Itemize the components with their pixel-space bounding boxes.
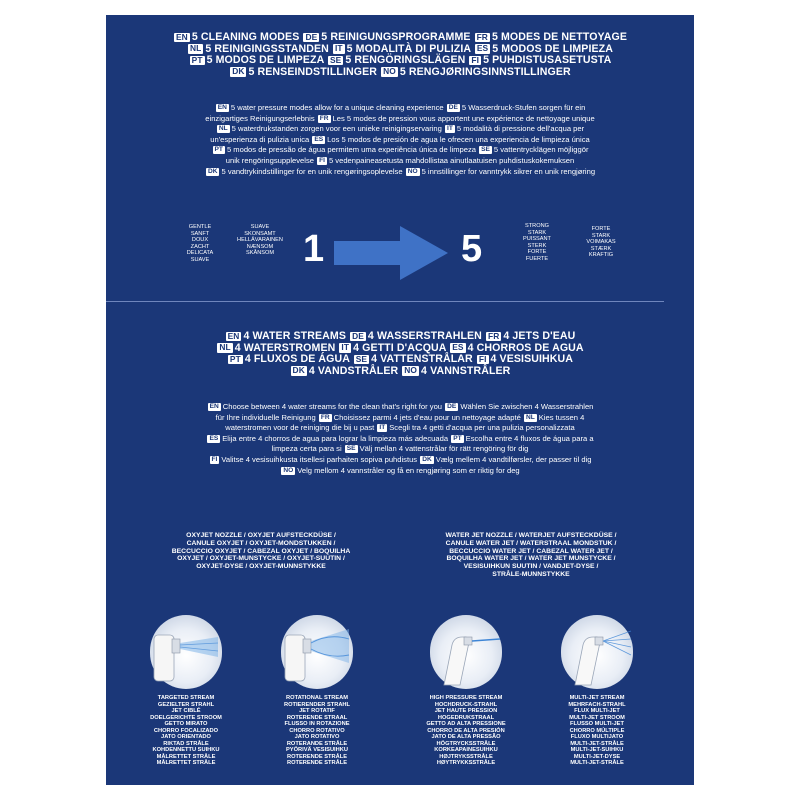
stream-label: KOHDENNETTU SUIHKU [152, 747, 220, 753]
language-code-badge: DK [232, 66, 245, 77]
stream-label: GETTO MIRATO [164, 721, 208, 727]
stream-label: MÅLRETTET STRÅLE [156, 760, 216, 766]
stream-label: ROTATIONAL STREAM [286, 695, 348, 701]
water-streams-description [106, 402, 694, 476]
language-code-badge: PT [191, 54, 203, 65]
modes-body-text: 5 vedenpaineasetusta mahdollistaa ainutlaatuisen puhdistuskokemuksen [328, 155, 575, 165]
modes-body-line [106, 145, 694, 156]
stream-label: CHORRO FOCALIZADO [153, 727, 219, 734]
language-code-badge: DK [207, 167, 218, 175]
modes-body-line [106, 103, 694, 114]
language-code-badge: NO [383, 66, 396, 77]
stream-label: ROTERENDE STRAAL [286, 714, 348, 721]
stream-label: HOGEDRUKSTRAAL [437, 714, 495, 721]
gentle-labels-column-1 [170, 224, 230, 264]
modes-heading-text: 5 REINIGUNGSPROGRAMME [321, 31, 474, 43]
stream-label: JET HAUTE PRESSION [434, 708, 498, 714]
modes-heading-text: 5 MODOS DE LIMPEZA [206, 54, 327, 67]
strong-label: STARK [591, 232, 611, 239]
strong-labels-column-2 [572, 226, 630, 259]
stream-label: MEHRFACH-STRAHL [568, 701, 626, 708]
language-code-badge: FR [476, 31, 488, 42]
rotational-stream-image [281, 615, 353, 689]
arrow-right-icon [334, 226, 448, 280]
language-code-badge: SE [329, 54, 342, 65]
stream-label: FLUX MULTI-JET [574, 708, 620, 714]
multi-jet-stream-image [561, 615, 633, 689]
streams-heading-text: 4 WATER STREAMS [243, 330, 350, 342]
stream-label: MULTI-JET-DYSE [573, 753, 621, 760]
modes-body-line [106, 135, 694, 146]
language-code-badge: NL [218, 125, 228, 133]
strong-labels-column-1 [510, 223, 564, 263]
stream-label: ROTERENDE STRÅLE [286, 760, 348, 766]
nozzle-title-line: CANULE OXYJET / OXYJET-MONDSTUKKEN / [186, 539, 336, 547]
gentle-label: NÆNSOM [246, 243, 274, 250]
language-code-badge: ES [209, 434, 219, 442]
language-code-badge: FR [487, 330, 500, 341]
nozzle-title-line: WATER JET NOZZLE / WATERJET AUFSTECKDÜSE / [445, 532, 617, 539]
streams-heading-text: 4 FLUXOS DE ÁGUA [244, 353, 353, 366]
stream-label: ROTERANDE STRÅLE [286, 740, 348, 747]
nozzle-title-line: BECCUCCIO OXYJET / CABEZAL OXYJET / BOQUILHA [171, 547, 351, 555]
modes-body-text: unik rengöringsupplevelse [225, 155, 317, 165]
stream-label: FLUXO MULTIJATO [570, 734, 624, 740]
language-code-badge: IT [334, 43, 343, 54]
strong-label: VOIMAKAS [586, 239, 616, 246]
stream-label: CHORRO MÚLTIPLE [569, 727, 625, 734]
streams-heading-text: 4 VANNSTRÅLER [421, 364, 511, 377]
waterjet-nozzle-title [406, 532, 656, 579]
targeted-stream-labels [120, 695, 252, 767]
targeted-stream-image [150, 615, 222, 689]
streams-body-text: Escolha entre 4 fluxos de água para a [465, 433, 594, 443]
modes-body-text: einzigartiges Reinigungserlebnis [205, 113, 317, 123]
stream-label: PYÖRIVÄ VESISUIHKU [286, 747, 348, 753]
nozzle-title-line: CANULE WATER JET / WATERSTRAAL MONDSTUK / [445, 539, 617, 547]
nozzle-title-line: BECCUCCIO WATER JET / CABEZAL WATER JET / [449, 547, 613, 555]
language-code-badge: FI [319, 156, 325, 164]
streams-body-text: Choisissez parmi 4 jets d'eau pour un nettoyage adapté [333, 412, 523, 422]
packaging-panel [106, 15, 694, 785]
streams-body-text: Vælg mellem 4 vandtilførsler, der passer til dig [435, 454, 592, 464]
gentle-label: DELICATA [186, 250, 214, 257]
streams-body-text: Scegli tra 4 getti d'acqua per una pulizia personalizzata [389, 423, 575, 433]
stream-label: JET ROTATIF [299, 708, 335, 714]
gentle-labels-column-2 [229, 224, 291, 257]
modes-body-text: 5 waterdrukstanden zorgen voor een unieke reinigingservaring [231, 124, 444, 134]
stream-label: KORKEAPAINESUIHKU [434, 747, 498, 753]
language-code-badge: DE [448, 104, 458, 111]
streams-body-line [106, 402, 694, 413]
high-pressure-stream-image [430, 615, 502, 689]
language-code-badge: PT [229, 353, 241, 364]
modes-body-text: 5 innstillinger for vanntrykk sikrer en unik rengjøring [421, 166, 596, 176]
language-code-badge: FI [471, 54, 480, 65]
language-code-badge: FR [320, 413, 330, 421]
multi-jet-stream-labels [531, 695, 663, 767]
strong-label: PUISSANT [523, 236, 551, 243]
stream-label: MULTI-JET-SUIHKU [570, 747, 624, 753]
stream-label: MULTI-JET STROOM [569, 714, 625, 721]
stream-label: JATO ROTATIVO [294, 734, 340, 740]
modes-heading-text: 5 RENGÖRINGSLÄGEN [345, 54, 469, 67]
language-code-badge: EN [227, 330, 240, 341]
strong-label: STERK [527, 242, 547, 249]
streams-body-text: Choose between 4 water streams for the clean that's right for you [222, 402, 445, 411]
modes-body-line [106, 167, 694, 178]
streams-body-line [106, 434, 694, 445]
stream-label: MULTI-JET-STRÅLE [570, 740, 624, 747]
modes-body-text: un'esperienza di pulizia unica [210, 134, 312, 144]
language-code-badge: EN [209, 403, 219, 410]
modes-heading-text: 5 RENGJØRINGSINNSTILLINGER [399, 65, 571, 78]
streams-heading-text: 4 VATTENSTRÅLAR [371, 353, 476, 366]
stream-label: FLUSSO IN ROTAZIONE [284, 721, 350, 727]
stream-label: HÖGTRYCKSSTRÅLE [436, 740, 496, 747]
high-pressure-stream-labels [400, 695, 532, 767]
streams-heading-text: 4 GETTI D'ACQUA [353, 341, 450, 354]
language-code-badge: NO [283, 466, 294, 474]
strong-label: KRAFTIG [588, 252, 614, 259]
stream-label: MÅLRETTET STRÅLE [156, 753, 216, 760]
streams-body-line [106, 413, 694, 424]
streams-heading-line [106, 366, 694, 378]
modes-body-line [106, 114, 694, 125]
stream-label: GETTO AD ALTA PRESSIONE [426, 721, 506, 727]
stream-label: JET CIBLÉ [171, 708, 201, 714]
rotational-stream-labels [251, 695, 383, 767]
strong-label: FUERTE [525, 255, 549, 262]
stream-label: JATO DE ALTA PRESSÃO [431, 734, 501, 740]
stream-label: TARGETED STREAM [157, 695, 215, 701]
streams-body-line [106, 466, 694, 477]
stream-label: FLUSSO MULTI-JET [570, 721, 624, 727]
strong-label: STARK [527, 229, 547, 236]
language-code-badge: DK [292, 365, 305, 376]
stream-label: JATO ORIENTADO [161, 734, 211, 740]
modes-body-line [106, 156, 694, 167]
strong-label: STÆRK [590, 245, 612, 252]
language-code-badge: DE [352, 330, 364, 341]
modes-heading-text: 5 MODES DE NETTOYAGE [491, 31, 627, 43]
streams-heading-text: 4 WATERSTROMEN [234, 341, 339, 354]
nozzle-title-line: OXYJET NOZZLE / OXYJET AUFSTECKDÜSE / [186, 532, 336, 539]
language-code-badge: NL [190, 43, 202, 54]
stream-label: CHORRO DE ALTA PRESIÓN [427, 727, 505, 734]
gentle-label: SANFT [190, 230, 210, 237]
streams-body-text: Velg mellom 4 vannstråler og få en rengjøring som er riktig for deg [297, 465, 520, 475]
stream-label: HOCHDRUCK-STRAHL [434, 701, 498, 708]
modes-heading-text: 5 PUHDISTUSASETUSTA [483, 54, 612, 67]
language-code-badge: IT [447, 125, 453, 133]
streams-heading-text: 4 VANDSTRÅLER [308, 364, 402, 377]
stream-label: MULTI-JET STREAM [569, 695, 625, 701]
nozzle-title-line: STRÅLE-MUNNSTYKKE [492, 570, 570, 578]
gentle-label: DOUX [191, 237, 209, 244]
modes-body-text: 5 Wasserdruck-Stufen sorgen für ein [461, 103, 586, 112]
language-code-badge: FR [319, 114, 329, 122]
nozzle-title-line: VESISUIHKUN SUUTIN / VANDJET-DYSE / [463, 563, 599, 571]
streams-body-text: waterstromen voor de reiniging die bij u past [225, 423, 377, 433]
modes-heading-text: 5 CLEANING MODES [191, 31, 303, 43]
gentle-label: SUAVE [190, 256, 210, 263]
modes-heading-text: 5 RENSEINDSTILLINGER [248, 65, 381, 78]
nozzle-title-line: BOQUILHA WATER JET / WATER JET MUNSTYCKE / [446, 555, 616, 563]
streams-body-text: Valitse 4 vesisuihkusta itsellesi parhaiten sopiva puhdistus [221, 454, 420, 464]
language-code-badge: EN [176, 31, 188, 42]
streams-heading-text: 4 CHORROS DE AGUA [467, 341, 584, 354]
stream-label: DOELGERICHTE STROOM [150, 714, 222, 721]
language-code-badge: NL [219, 342, 231, 353]
stream-label: HØYTRYKKSSTRÅLE [436, 760, 496, 766]
streams-body-text: Wählen Sie zwischen 4 Wasserstrahlen [460, 402, 594, 411]
nozzle-title-line: OXYJET-DYSE / OXYJET-MUNNSTYKKE [196, 563, 326, 571]
language-code-badge: IT [341, 342, 350, 353]
language-code-badge: IT [379, 424, 386, 432]
language-code-badge: ES [314, 135, 324, 143]
mode-level-high: 5 [461, 228, 483, 270]
modes-body-text: Les 5 modes de pression vous apportent une expérience de nettoyage unique [332, 113, 595, 123]
language-code-badge: NL [525, 413, 535, 421]
streams-heading-text: 4 VESISUIHKUA [490, 353, 574, 366]
stream-label: HØJTRYKSSTRÅLE [439, 753, 493, 760]
modes-heading-line [106, 67, 694, 79]
language-code-badge: SE [481, 146, 490, 154]
streams-heading-text: 4 JETS D'EAU [503, 330, 576, 342]
modes-body-text: 5 modalità di pressione dell'acqua per [456, 124, 585, 134]
language-code-badge: FI [478, 353, 487, 364]
nozzle-title-line: OXYJET / OXYJET-MUNSTYCKE / OXYJET-SUUTIN / [177, 555, 345, 563]
streams-body-text: Elija entre 4 chorros de agua para lograr la limpieza más adecuada [222, 433, 451, 443]
modes-body-text: 5 vandtrykindstillinger for en unik rengøringsoplevelse [221, 166, 405, 176]
gentle-label: SUAVE [250, 224, 270, 230]
language-code-badge: DE [305, 31, 318, 42]
modes-body-text: 5 modos de pressão de água permitem uma experiência única de limpeza [226, 145, 479, 155]
strong-label: FORTE [527, 249, 547, 256]
language-code-badge: SE [355, 353, 368, 364]
language-code-badge: SE [346, 445, 356, 453]
language-code-badge: DE [447, 403, 457, 410]
streams-body-text: Kies tussen 4 [538, 412, 585, 422]
streams-body-text: für Ihre individuelle Reinigung [215, 412, 318, 422]
language-code-badge: DK [422, 455, 432, 463]
language-code-badge: PT [214, 146, 223, 154]
streams-heading-text: 4 WASSERSTRAHLEN [367, 330, 485, 342]
cleaning-modes-heading [106, 32, 694, 78]
gentle-label: SKÅNSOM [246, 250, 274, 257]
water-streams-heading [106, 331, 694, 377]
strong-label: FORTE [591, 226, 611, 232]
gentle-label: ZACHT [190, 243, 210, 250]
language-code-badge: NO [404, 365, 418, 376]
modes-body-text: 5 water pressure modes allow for a unique cleaning experience [230, 103, 446, 112]
section-divider [106, 301, 664, 302]
language-code-badge: FI [211, 455, 218, 463]
streams-body-text: limpeza certa para si [271, 444, 344, 454]
language-code-badge: ES [452, 342, 464, 353]
streams-body-line [106, 444, 694, 455]
gentle-label: HELLÄVARAINEN [237, 237, 283, 244]
language-code-badge: PT [453, 434, 462, 442]
gentle-label: GENTLE [188, 224, 212, 230]
oxyjet-nozzle-title [136, 532, 386, 571]
modes-body-text: Los 5 modos de presión de agua le ofrecen una experiencia de limpieza única [327, 134, 590, 144]
stream-label: RIKTAD STRÅLE [163, 740, 209, 747]
language-code-badge: EN [217, 104, 227, 111]
streams-body-line [106, 423, 694, 434]
language-code-badge: NO [407, 167, 418, 175]
stream-label: GEZIELTER STRAHL [157, 701, 215, 708]
language-code-badge: ES [476, 43, 489, 54]
gentle-label: SKONSAMT [244, 230, 276, 237]
stream-label: MULTI-JET-STRÅLE [570, 760, 624, 766]
modes-body-line [106, 124, 694, 135]
modes-heading-text: 5 REINIGINGSSTANDEN [205, 42, 332, 55]
modes-body-text: 5 vattentrycklägen möjliggör [493, 145, 589, 155]
stream-label: ROTERENDE STRÅLE [286, 753, 348, 760]
streams-body-text: Välj mellan 4 vattenstrålar för rätt rengöring för dig [359, 444, 529, 454]
stream-label: CHORRO ROTATIVO [289, 727, 345, 734]
cleaning-modes-description [106, 103, 694, 177]
modes-heading-text: 5 MODOS DE LIMPIEZA [492, 42, 613, 55]
mode-level-low: 1 [303, 228, 325, 270]
stream-label: ROTIERENDER STRAHL [283, 701, 351, 708]
stream-label: HIGH PRESSURE STREAM [429, 695, 503, 701]
streams-body-line [106, 455, 694, 466]
modes-heading-text: 5 MODALITÀ DI PULIZIA [346, 42, 474, 55]
strong-label: STRONG [525, 223, 549, 229]
